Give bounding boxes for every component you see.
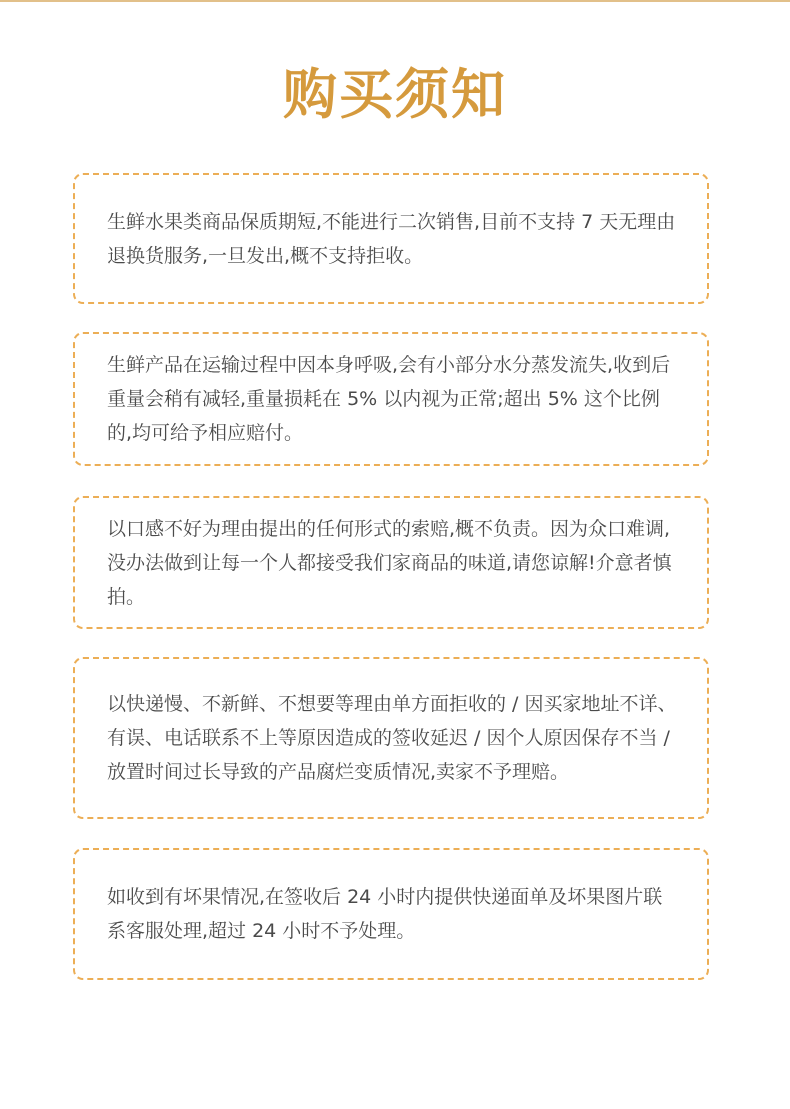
notice-box-refusal <box>73 657 709 819</box>
notice-text: 生鲜产品在运输过程中因本身呼吸,会有小部分水分蒸发流失,收到后重量会稍有减轻,重量损耗在 5% 以内视为正常;超出 5% 这个比例的,均可给予相应赔付。 <box>107 354 671 444</box>
notice-box-damaged-fruit <box>73 848 709 980</box>
notice-box-weight-loss <box>73 332 709 466</box>
page-title: 购买须知 <box>283 62 507 126</box>
top-divider <box>0 0 790 2</box>
notice-text: 如收到有坏果情况,在签收后 24 小时内提供快递面单及坏果图片联系客服处理,超过 24 小时不予处理。 <box>107 886 663 942</box>
notice-text: 以快递慢、不新鲜、不想要等理由单方面拒收的 / 因买家地址不详、有误、电话联系不上等原因造成的签收延迟 / 因个人原因保存不当 / 放置时间过长导致的产品腐烂变质情况,卖家不予理赔。 <box>107 693 677 783</box>
notice-text: 以口感不好为理由提出的任何形式的索赔,概不负责。因为众口难调,没办法做到让每一个人都接受我们家商品的味道,请您谅解!介意者慎拍。 <box>107 517 672 608</box>
notice-box-no-returns <box>73 173 709 304</box>
notice-text: 生鲜水果类商品保质期短,不能进行二次销售,目前不支持 7 天无理由退换货服务,一旦发出,概不支持拒收。 <box>107 210 676 267</box>
notice-box-taste <box>73 496 709 629</box>
